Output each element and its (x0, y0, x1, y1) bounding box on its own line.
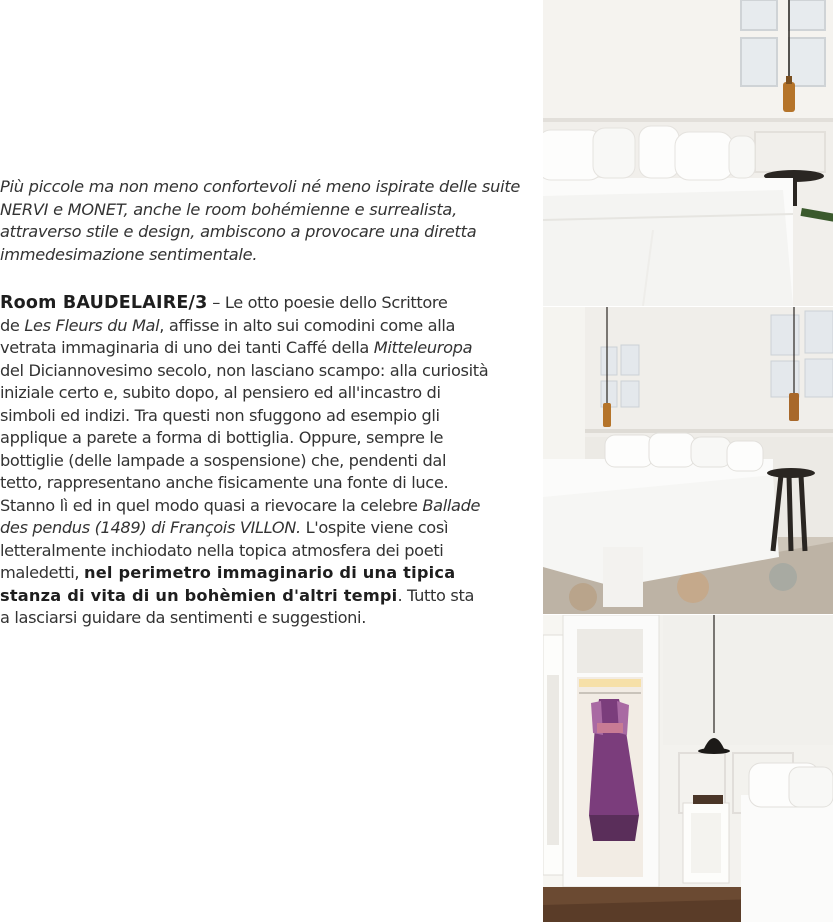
text-segment: iniziale certo e, subito dopo, al pensiero ed all'incastro di (0, 383, 441, 403)
intro-paragraph (0, 176, 530, 266)
intro-line: attraverso stile e design, ambiscono a provocare una diretta (0, 222, 477, 242)
text-segment: de (0, 315, 25, 335)
bedroom-image (543, 0, 833, 306)
text-segment: simboli ed indizi. Tra questi non sfuggono ad esempio gli (0, 405, 440, 425)
text-segment: del Diciannovesimo secolo, non lasciano scampo: alla curiosità (0, 360, 489, 380)
bedroom-image (543, 615, 833, 922)
text-column (0, 176, 530, 630)
text-segment: a lasciarsi guidare da sentimenti e suggestioni. (0, 608, 367, 628)
text-segment: – Le otto poesie dello Scrittore (207, 293, 448, 313)
text-segment: maledetti, (0, 563, 85, 583)
mitteleuropa-term: Mitteleuropa (373, 338, 473, 358)
photo-bedroom-wardrobe (543, 615, 833, 922)
bold-phrase: stanza di vita di un bohèmien d'altri tempi (0, 585, 398, 605)
photo-bedroom-poems (543, 0, 833, 306)
book-title: Les Fleurs du Mal (24, 315, 160, 335)
intro-line: Più piccole ma non meno confortevoli né meno ispirate delle suite (0, 177, 521, 196)
text-segment: letteralmente inchiodato nella topica atmosfera dei poeti (0, 540, 444, 560)
room-description (0, 292, 530, 630)
text-segment: Stanno lì ed in quel modo quasi a rievocare la celebre (0, 495, 423, 515)
text-segment: . Tutto sta (397, 585, 475, 605)
photo-bedroom-floor (543, 307, 833, 614)
ballade-title: des pendus (1489) di François VILLON. (0, 518, 301, 538)
text-segment: , affisse in alto sui comodini come alla (159, 315, 456, 335)
text-segment: tetto, rappresentano anche fisicamente una fonte di luce. (0, 473, 449, 493)
text-segment: vetrata immaginaria di uno dei tanti Caffé della (0, 338, 374, 358)
text-segment: bottiglie (delle lampade a sospensione) che, pendenti dal (0, 450, 447, 470)
bedroom-image (543, 307, 833, 614)
intro-line: NERVI e MONET, anche le room bohémienne e surrealista, (0, 199, 457, 219)
ballade-title: Ballade (422, 495, 481, 515)
text-segment: L'ospite viene così (300, 518, 449, 538)
room-title: Room BAUDELAIRE/3 (0, 293, 208, 314)
text-segment: applique a parete a forma di bottiglia. Oppure, sempre le (0, 428, 444, 448)
intro-line: immedesimazione sentimentale. (0, 244, 258, 264)
bold-phrase: nel perimetro immaginario di una tipica (84, 563, 456, 583)
